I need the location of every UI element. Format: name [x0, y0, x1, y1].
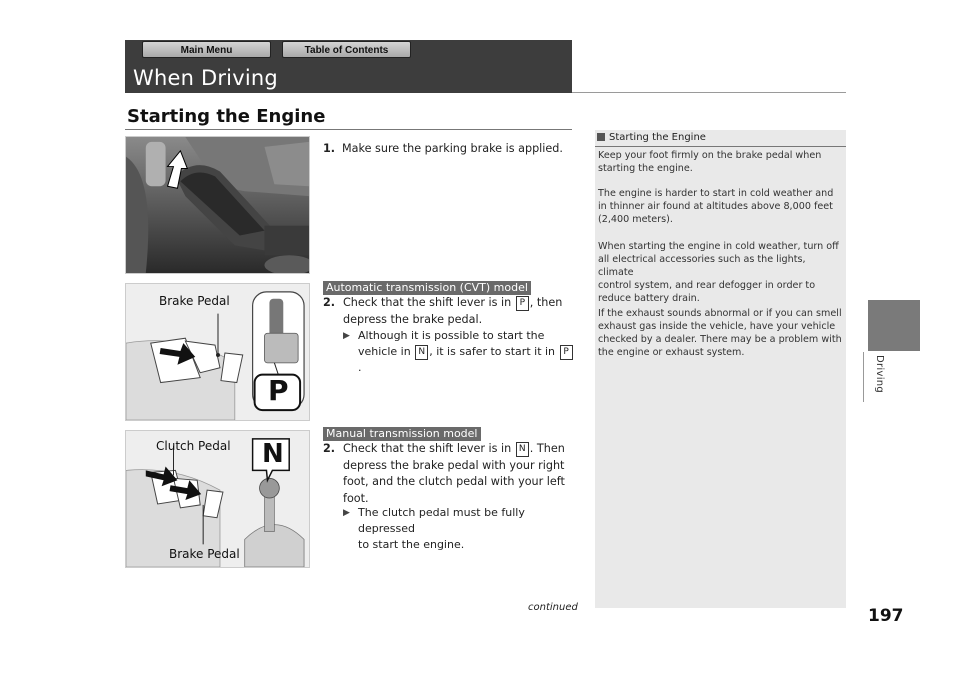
continued-label: continued — [528, 602, 578, 613]
manual-step-text: Check that the shift lever is in N . Then depress the brake pedal with your right foot, and the clutch pedal with your left foot. — [343, 442, 565, 505]
key-n: N — [415, 345, 428, 360]
mt-brake-pedal-label: Brake Pedal — [169, 547, 240, 561]
table-of-contents-button[interactable]: Table of Contents — [282, 41, 411, 58]
bullet-arrow-icon: ▶ — [343, 508, 350, 518]
note-paragraph-1: Keep your foot firmly on the brake pedal when starting the engine. — [598, 150, 822, 174]
key-p: P — [560, 345, 573, 360]
section-divider — [125, 129, 572, 130]
gear-n-label: N — [262, 439, 284, 469]
brake-pedal-label: Brake Pedal — [159, 294, 230, 308]
note-paragraph-3: When starting the engine in cold weather, turn off all electrical accessories such as the lights, climate control system, and rear defogger in order to reduce battery drain. — [598, 241, 839, 304]
key-p: P — [516, 296, 529, 311]
key-n: N — [516, 442, 529, 457]
cvt-brake-pedal-illustration — [125, 283, 310, 421]
gear-p-label: P — [268, 374, 289, 407]
note-paragraph-4: If the exhaust sounds abnormal or if you can smell exhaust gas inside the vehicle, have your vehicle checked by a dealer. There may be a problem with the engine or exhaust system. — [598, 308, 842, 358]
cvt-sub-note: ▶ Although it is possible to start the vehicle in N , it is safer to start it in P. — [343, 328, 577, 376]
manual-model-tag: Manual transmission model — [323, 427, 481, 441]
chapter-title: When Driving — [133, 66, 278, 90]
bullet-arrow-icon: ▶ — [343, 331, 350, 341]
manual-pedals-illustration — [125, 430, 310, 568]
note-paragraph-2: The engine is harder to start in cold weather and in thinner air found at altitudes above 8,000 feet (2,400 meters). — [598, 188, 834, 225]
manual-step-number: 2. — [323, 442, 336, 455]
cvt-step-text: Check that the shift lever is in P , then depress the brake pedal. — [343, 296, 563, 326]
cvt-model-tag: Automatic transmission (CVT) model — [323, 281, 531, 295]
chapter-header — [125, 40, 572, 93]
cvt-step-number: 2. — [323, 296, 336, 309]
note-marker-icon — [597, 133, 605, 141]
page-number: 197 — [868, 606, 904, 626]
manual-sub-note: ▶ The clutch pedal must be fully depressed to start the engine. — [343, 506, 525, 551]
chapter-tab[interactable] — [868, 300, 920, 351]
main-menu-button[interactable]: Main Menu — [142, 41, 271, 58]
chapter-tab-label: Driving — [874, 355, 885, 394]
step-1: 1. Make sure the parking brake is applied. — [323, 142, 563, 155]
parking-brake-illustration — [125, 136, 310, 274]
side-note-title: Starting the Engine — [595, 130, 846, 147]
side-note — [595, 130, 846, 608]
header-divider — [572, 92, 846, 93]
clutch-pedal-label: Clutch Pedal — [156, 439, 231, 453]
tab-divider — [863, 352, 864, 402]
section-title: Starting the Engine — [127, 106, 326, 127]
